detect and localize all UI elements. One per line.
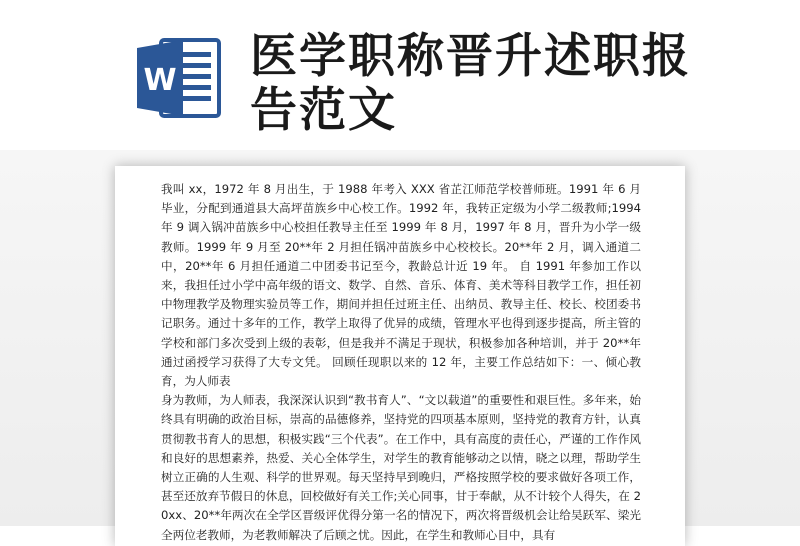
word-icon-letter: W (143, 63, 177, 98)
document-body (161, 180, 641, 545)
paragraph-2: 身为教师，为人师表，我深深认识到“教书育人”、“文以载道”的重要性和艰巨性。多年来，始终具有明确的政治目标，崇高的品德修养，坚持党的四项基本原则，坚持党的教育方针，认真贯彻教书育人的思想，积极实践“三个代表”。在工作中，具有高度的责任心，严谨的工作作风和良好的思想素养，热爱、关心全体学生，对学生的教育能够动之以情，晓之以理，帮助学生树立正确的人生观、科学的世界观。每天坚持早到晚归，严格按照学校的要求做好各项工作，甚至还放弃节假日的休息，回校做好有关工作;关心同事，甘于奉献，从不计较个人得失，在 20xx、20**年两次在全学区晋级评优得分第一名的情况下，两次将晋级机会让给吴跃军、梁光全两位老教师，为老教师解决了后顾之忧。因此，在学生和教师心目中，具有 (161, 393, 641, 542)
header (0, 0, 800, 150)
paragraph-1: 我叫 xx，1972 年 8 月出生，于 1988 年考入 XXX 省芷江师范学校普师班。1991 年 6 月毕业，分配到通道县大高坪苗族乡中心校工作。1992 年，我转正定级为小学二级教师;1994 年 9 调入锅冲苗族乡中心校担任教导主任至 1999 年 8 月，1997 年 8 月，晋升为小学一级教师。1999 年 9 月至 20**年 2 月担任锅冲苗族乡中心校校长。20**年 2 月，调入通道二中，20**年 6 月担任通道二中团委书记至今，教龄总计近 19 年。 自 1991 年参加工作以来，我担任过小学中高年级的语文、数学、自然、音乐、体育、美术等科目教学工作，担任初中物理教学及物理实验员等工作，期间并担任过班主任、出纳员、教导主任、校长、校团委书记职务。通过十多年的工作，教学上取得了优异的成绩，管理水平也得到逐步提高，所主管的学校和部门多次受到上级的表彰，但是我并不满足于现状，积极参加各种培训，并于 20**年通过函授学习获得了大专文凭。 回顾任现职以来的 12 年，主要工作总结如下：一、倾心教育，为人师表 (161, 182, 641, 389)
page-title: 医学职称晋升述职报告范文 (250, 29, 691, 138)
document-page (115, 166, 685, 546)
word-document-icon (131, 30, 227, 126)
